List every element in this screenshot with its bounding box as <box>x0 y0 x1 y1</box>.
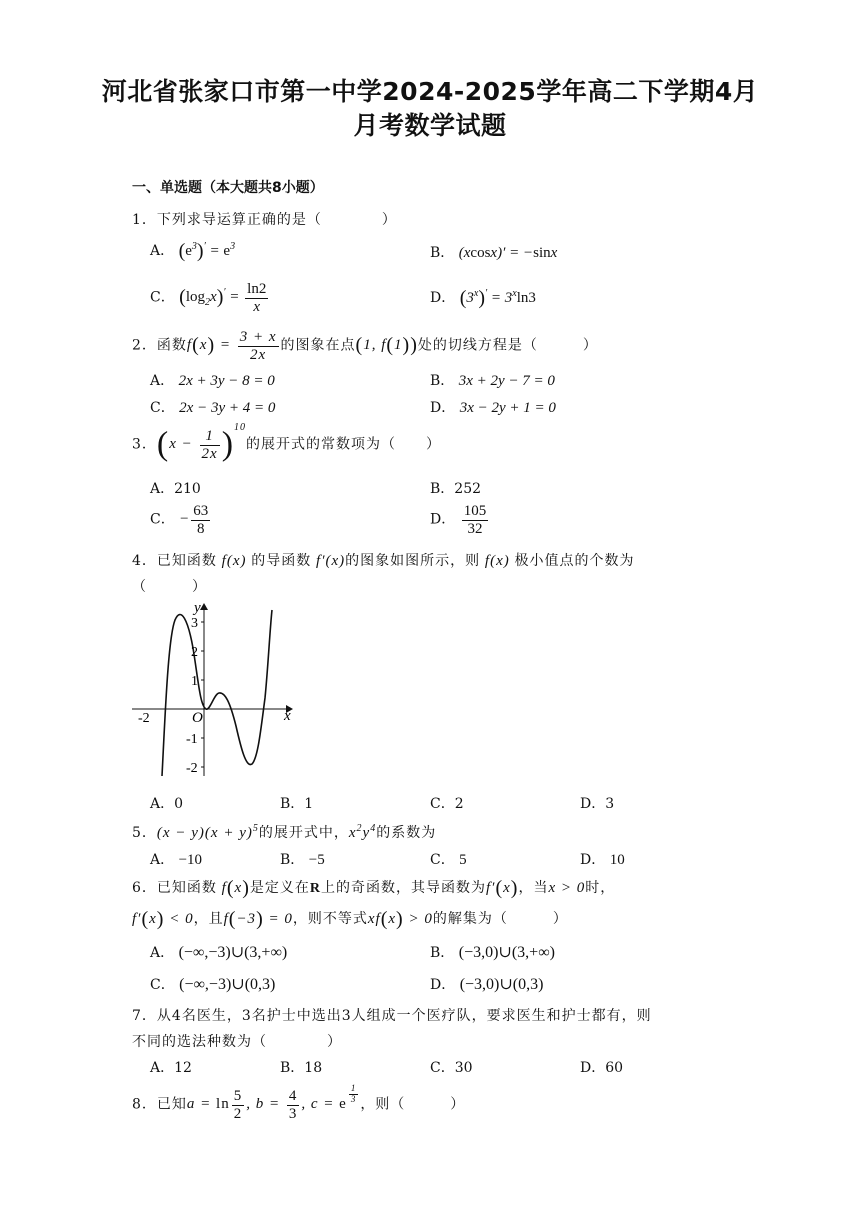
q2-option-c[interactable]: C． 2x − 3y + 4 = 0 <box>150 400 276 416</box>
q3-option-a[interactable]: A．210 <box>150 481 201 497</box>
q4-option-c[interactable]: C．2 <box>430 796 464 812</box>
y-tick-1: 1 <box>191 674 198 689</box>
q4-option-b[interactable]: B．1 <box>280 796 314 812</box>
q7-option-d[interactable]: D．60 <box>580 1060 624 1076</box>
question-2-stem: 2．函数f(x) = $\frac{3 + x}{2x}$ 的图象在点(1, f(1))处的切线方程是（ ） <box>132 329 598 363</box>
derivative-curve <box>162 610 272 776</box>
derivative-graph <box>128 598 300 778</box>
question-3-stem: 3．(x − $\frac{1}{2x}$ )$^{10}$的展开式的常数项为（ ） <box>132 422 442 463</box>
q6-option-c[interactable]: C． (−∞,−3)∪(0,3) <box>150 976 276 993</box>
question-8-stem: 8．已知a = ln $\frac{5}{2}$ , b = $\frac{4}{3}$ , c = e $^{\frac{1}{3}}$ ，则（ ） <box>132 1082 466 1122</box>
y-tick-2: 2 <box>191 645 198 660</box>
q5-option-b[interactable]: B． −5 <box>280 852 325 868</box>
question-5-stem: 5．$(x - y)(x + y)^5$的展开式中，$x^2y^4$的系数为 <box>132 823 437 841</box>
q5-option-a[interactable]: A． −10 <box>150 852 203 868</box>
title-line-1: 河北省张家口市第一中学2024-2025学年高二下学期4月 <box>101 77 759 106</box>
q3-option-d[interactable]: D． $\frac{105}{32}$ <box>430 503 487 537</box>
q3-option-c[interactable]: C． − $\frac{63}{8}$ <box>150 503 209 537</box>
question-6-line-2: f′(x) < 0，且f(−3) = 0，则不等式xf(x) > 0的解集为（ ） <box>132 908 568 931</box>
q5-option-d[interactable]: D． 10 <box>580 852 625 868</box>
question-7-line-1: 7．从4名医生，3名护士中选出3人组成一个医疗队，要求医生和护士都有，则 <box>132 1008 652 1024</box>
y-tick-neg1: -1 <box>186 732 198 747</box>
x-axis-label: x <box>284 708 291 724</box>
q4-option-a[interactable]: A．0 <box>150 796 184 812</box>
y-tick-3: 3 <box>191 616 198 631</box>
question-7-line-2: 不同的选法种数为（ ） <box>132 1034 342 1050</box>
q1-option-b[interactable]: B． (xcosx)′ = −sinx <box>430 245 558 261</box>
q4-option-d[interactable]: D．3 <box>580 796 615 812</box>
question-4-paren: （ ） <box>132 579 207 595</box>
question-6-line-1: 6．已知函数 f(x)是定义在R上的奇函数，其导函数为f′(x)，当x > 0时， <box>132 877 616 900</box>
q6-option-a[interactable]: A． (−∞,−3)∪(3,+∞) <box>150 944 288 961</box>
q1-option-c[interactable]: C． $(\log_2x)'$ = $\frac{\ln 2}{x}$ <box>150 281 267 315</box>
title-line-2: 月考数学试题 <box>353 111 507 140</box>
question-1-stem: 1．下列求导运算正确的是（ ） <box>132 212 397 228</box>
q2-option-b[interactable]: B． 3x + 2y − 7 = 0 <box>430 373 555 389</box>
q2-option-d[interactable]: D． 3x − 2y + 1 = 0 <box>430 400 556 416</box>
y-axis-label: y <box>194 600 201 616</box>
q7-option-a[interactable]: A．12 <box>150 1060 192 1076</box>
origin-label: O <box>192 710 203 726</box>
q7-option-c[interactable]: C．30 <box>430 1060 473 1076</box>
q5-option-c[interactable]: C． 5 <box>430 852 467 868</box>
section-heading: 一、单选题（本大题共8小题） <box>132 180 324 196</box>
y-tick-neg2: -2 <box>186 761 198 776</box>
q3-option-b[interactable]: B．252 <box>430 481 482 497</box>
q1-option-d[interactable]: D． $(3^x)' = 3^x\ln 3$ <box>430 287 536 310</box>
q1-option-a[interactable]: A． $(e^3)' = e^3$ <box>150 240 236 263</box>
q6-option-b[interactable]: B． (−3,0)∪(3,+∞) <box>430 944 555 961</box>
q7-option-b[interactable]: B．18 <box>280 1060 323 1076</box>
q6-option-d[interactable]: D． (−3,0)∪(0,3) <box>430 976 544 993</box>
q2-option-a[interactable]: A． 2x + 3y − 8 = 0 <box>150 373 275 389</box>
x-tick-neg2: -2 <box>138 711 150 726</box>
question-4-stem: 4．已知函数 f(x) 的导函数 f′(x)的图象如图所示，则 f(x) 极小值点的个数为 <box>132 553 635 569</box>
